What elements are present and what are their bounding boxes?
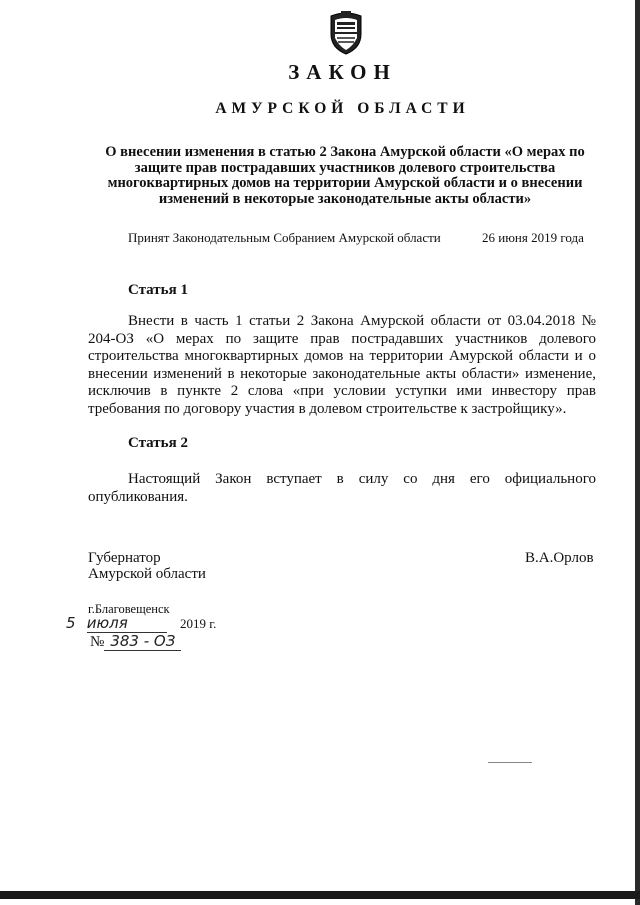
law-number	[90, 632, 181, 651]
article-1-text: Внести в часть 1 статьи 2 Закона Амурской области от 03.04.2018 № 204-ОЗ «О мерах по защите прав пострадавших участников долевого строительства многоквартирных домов на территории Амурской области и о внесении изменений в некоторые законодательные акты области» изменение, исключив в пункте 2 слова «при условии уступки ими инвестору прав требования по договору участия в долевом строительстве к застройщику».	[88, 313, 596, 417]
signatory-name: В.А.Орлов	[525, 550, 594, 566]
date-day: 5	[66, 614, 76, 632]
article-2-text: Настоящий Закон вступает в силу со дня его официального опубликования.	[88, 471, 596, 505]
signing-date	[66, 614, 216, 633]
adopted-by: Принят Законодательным Собранием Амурской области	[128, 230, 441, 245]
scan-edge-bottom	[0, 891, 640, 899]
law-heading: О внесении изменения в статью 2 Закона Амурской области «О мерах по защите прав пострадавших участников долевого строительства многоквартирных домов на территории Амурской области и о внесении изменений в некоторые законодательные акты области»	[105, 144, 585, 207]
date-month: июля	[87, 614, 167, 633]
scan-edge-right	[635, 0, 640, 905]
coat-of-arms-icon	[325, 10, 367, 56]
document-title: ЗАКОН	[288, 60, 397, 84]
number-prefix: №	[90, 634, 105, 650]
article-2-title: Статья 2	[128, 435, 188, 451]
number-value: 383 - ОЗ	[104, 632, 181, 651]
adopted-date: 26 июня 2019 года	[482, 230, 584, 245]
signatory-position-line1: Губернатор	[88, 550, 161, 566]
date-year: 2019 г.	[180, 616, 217, 631]
signatory-position	[88, 550, 206, 582]
city: г.Благовещенск	[88, 602, 170, 616]
scan-speck	[488, 762, 532, 763]
signatory-position-line2: Амурской области	[88, 566, 206, 582]
document-subtitle: АМУРСКОЙ ОБЛАСТИ	[215, 100, 470, 117]
article-1-title: Статья 1	[128, 282, 188, 298]
